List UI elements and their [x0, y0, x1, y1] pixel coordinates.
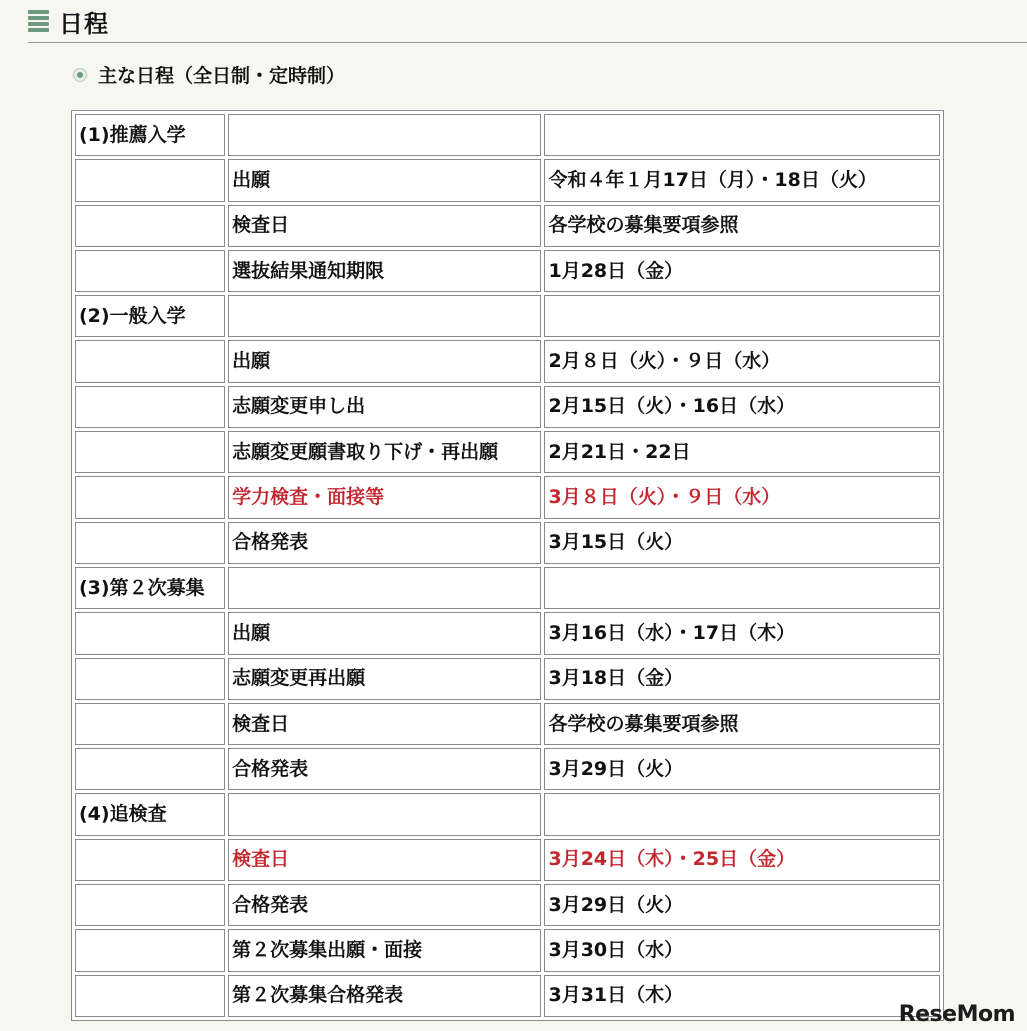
date-cell: 3月30日（水） [544, 929, 940, 971]
table-row [75, 884, 940, 926]
table-row [75, 839, 940, 881]
schedule-table-body [75, 114, 940, 1017]
item-cell: 合格発表 [228, 884, 541, 926]
date-cell [544, 793, 940, 835]
category-cell [75, 658, 225, 700]
category-cell: (4)追検査 [75, 793, 225, 835]
date-cell: 3月18日（金） [544, 658, 940, 700]
item-cell [228, 114, 541, 156]
header-divider [28, 42, 1027, 43]
item-cell: 志願変更願書取り下げ・再出願 [228, 431, 541, 473]
category-cell [75, 612, 225, 654]
date-cell: 3月24日（木）・25日（金） [544, 839, 940, 881]
item-cell: 出願 [228, 340, 541, 382]
item-cell: 検査日 [228, 703, 541, 745]
item-cell [228, 793, 541, 835]
table-row [75, 612, 940, 654]
date-cell: 各学校の募集要項参照 [544, 205, 940, 247]
table-row [75, 522, 940, 564]
category-cell: (1)推薦入学 [75, 114, 225, 156]
bullet-icon [73, 68, 87, 82]
section-header [73, 61, 345, 88]
table-row [75, 114, 940, 156]
item-cell: 検査日 [228, 839, 541, 881]
item-cell: 第２次募集合格発表 [228, 975, 541, 1017]
item-cell: 出願 [228, 159, 541, 201]
category-cell [75, 929, 225, 971]
table-row [75, 567, 940, 609]
table-row [75, 476, 940, 518]
table-row [75, 386, 940, 428]
table-row [75, 295, 940, 337]
category-cell [75, 975, 225, 1017]
item-cell: 合格発表 [228, 522, 541, 564]
item-cell [228, 567, 541, 609]
table-row [75, 431, 940, 473]
table-row [75, 703, 940, 745]
category-cell [75, 431, 225, 473]
page-title: 日程 [59, 9, 109, 38]
date-cell [544, 567, 940, 609]
item-cell: 出願 [228, 612, 541, 654]
category-cell [75, 386, 225, 428]
date-cell: 1月28日（金） [544, 250, 940, 292]
item-cell: 志願変更再出願 [228, 658, 541, 700]
date-cell: 3月29日（火） [544, 884, 940, 926]
category-cell: (3)第２次募集 [75, 567, 225, 609]
section-title: 主な日程（全日制・定時制） [98, 65, 346, 87]
date-cell [544, 295, 940, 337]
schedule-table [71, 110, 944, 1021]
category-cell [75, 703, 225, 745]
date-cell: 令和４年１月17日（月）・18日（火） [544, 159, 940, 201]
table-row [75, 340, 940, 382]
list-icon [28, 10, 49, 32]
table-row [75, 975, 940, 1017]
category-cell [75, 250, 225, 292]
table-row [75, 205, 940, 247]
date-cell: 2月15日（火）・16日（水） [544, 386, 940, 428]
table-row [75, 159, 940, 201]
item-cell: 合格発表 [228, 748, 541, 790]
item-cell: 検査日 [228, 205, 541, 247]
category-cell [75, 748, 225, 790]
category-cell [75, 522, 225, 564]
category-cell [75, 159, 225, 201]
table-row [75, 748, 940, 790]
item-cell: 選抜結果通知期限 [228, 250, 541, 292]
category-cell [75, 340, 225, 382]
resemom-logo: ReseMom [898, 1002, 1015, 1027]
item-cell: 第２次募集出願・面接 [228, 929, 541, 971]
item-cell [228, 295, 541, 337]
item-cell: 志願変更申し出 [228, 386, 541, 428]
date-cell: 2月21日・22日 [544, 431, 940, 473]
table-row [75, 250, 940, 292]
category-cell [75, 476, 225, 518]
category-cell [75, 884, 225, 926]
category-cell: (2)一般入学 [75, 295, 225, 337]
date-cell: 各学校の募集要項参照 [544, 703, 940, 745]
item-cell: 学力検査・面接等 [228, 476, 541, 518]
page-header [28, 2, 109, 40]
date-cell: 3月15日（火） [544, 522, 940, 564]
category-cell [75, 839, 225, 881]
date-cell [544, 114, 940, 156]
table-row [75, 929, 940, 971]
date-cell: 2月８日（火）・９日（水） [544, 340, 940, 382]
date-cell: 3月16日（水）・17日（木） [544, 612, 940, 654]
table-row [75, 658, 940, 700]
date-cell: 3月31日（木） [544, 975, 940, 1017]
date-cell: 3月29日（火） [544, 748, 940, 790]
date-cell: 3月８日（火）・９日（水） [544, 476, 940, 518]
category-cell [75, 205, 225, 247]
table-row [75, 793, 940, 835]
